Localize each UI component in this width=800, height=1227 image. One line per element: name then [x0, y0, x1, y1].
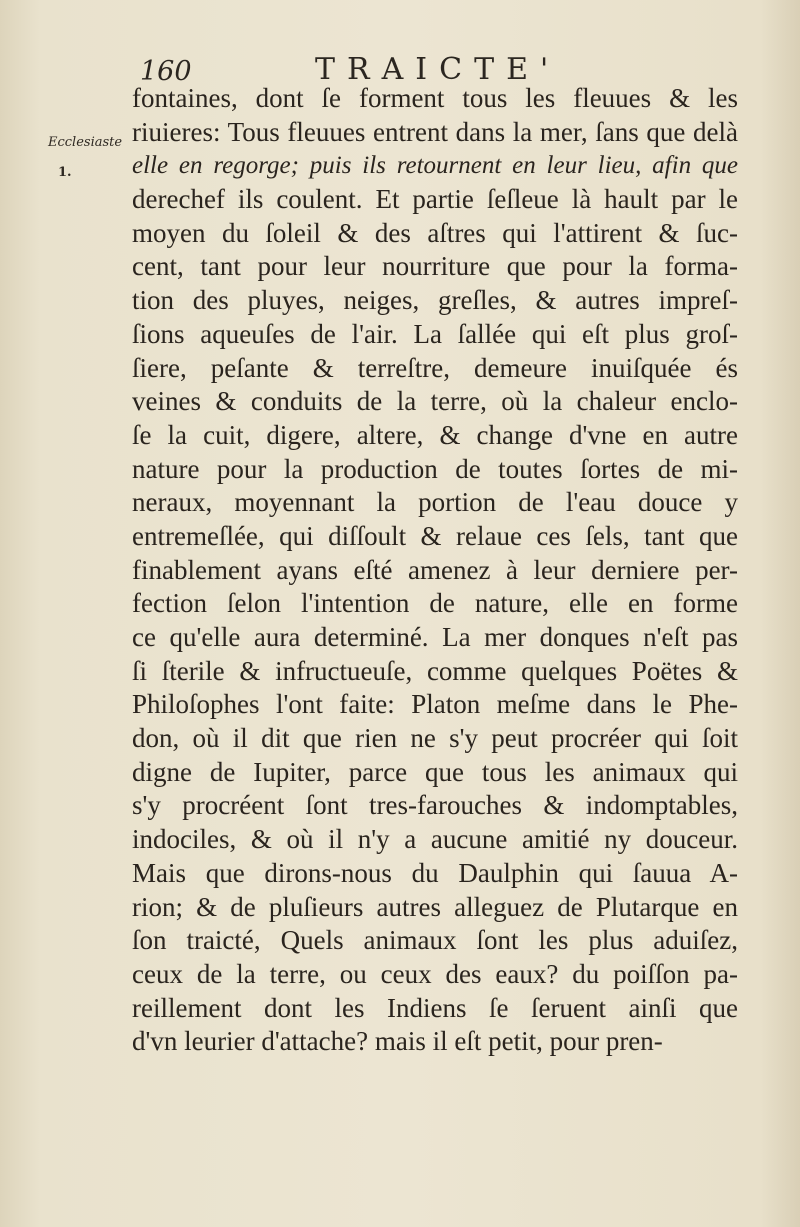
text-line: don, où il dit que rien ne s'y peut procréer qui ſoit: [132, 723, 738, 754]
text-line: s'y procréent ſont tres-farouches & indomptables,: [132, 790, 738, 821]
body-text: [132, 82, 738, 1059]
text-line: neraux, moyennant la portion de l'eau douce y: [132, 487, 738, 518]
text-line: indociles, & où il n'y a aucune amitié ny douceur.: [132, 824, 738, 855]
running-title: TRAICTE': [315, 52, 561, 87]
text-line: ſi ſterile & infructueuſe, comme quelques Poëtes &: [132, 655, 738, 686]
text-line: Philoſophes l'ont faite: Platon meſme dans le Phe-: [132, 689, 738, 720]
text-line: veines & conduits de la terre, où la chaleur enclo-: [132, 386, 738, 417]
text-line: d'vn leurier d'attache? mais il eſt petit, pour pren-: [132, 1026, 663, 1057]
text-line: entremeſlée, qui diſſoult & relaue ces ſels, tant que: [132, 520, 738, 551]
text-line: ſon traicté, Quels animaux ſont les plus aduiſez,: [132, 925, 738, 956]
text-line: rion; & de pluſieurs autres alleguez de Plutarque en: [132, 891, 738, 922]
text-line: Mais que dirons-nous du Daulphin qui ſauua A-: [132, 857, 738, 888]
margin-reference: Ecclesiaste: [48, 135, 123, 150]
text-line: ſe la cuit, digere, altere, & change d'vne en autre: [132, 419, 738, 450]
text-line: fection ſelon l'intention de nature, elle en forme: [132, 588, 738, 619]
text-line: fontaines, dont ſe forment tous les fleuues & les: [132, 83, 738, 113]
text-line: ceux de la terre, ou ceux des eaux? du poiſſon pa-: [132, 958, 738, 989]
text-line: riuieres: Tous fleuues entrent dans la mer, ſans que delà: [132, 116, 738, 147]
page-number: 160: [140, 56, 192, 87]
text-line: nature pour la production de toutes ſortes de mi-: [132, 453, 738, 484]
text-line: tion des pluyes, neiges, greſles, & autres impreſ-: [132, 285, 738, 316]
text-line: ſiere, peſante & terreſtre, demeure inuiſquée és: [132, 352, 738, 383]
text-line: ce qu'elle aura determiné. La mer donques n'eſt pas: [132, 622, 738, 652]
text-line: ſions aqueuſes de l'air. La ſallée qui eſt plus groſ-: [132, 318, 738, 349]
text-line: derechef ils coulent. Et partie ſeſleue là hault par le: [132, 184, 738, 215]
margin-reference-number: 1.: [58, 165, 72, 180]
text-line: digne de Iupiter, parce que tous les animaux qui: [132, 756, 738, 787]
text-line: moyen du ſoleil & des aſtres qui l'attirent & ſuc-: [132, 217, 738, 248]
text-line: cent, tant pour leur nourriture que pour la forma-: [132, 251, 738, 282]
text-line: reillement dont les Indiens ſe ſeruent ainſi que: [132, 992, 738, 1023]
text-line: finablement ayans eſté amenez à leur derniere per-: [132, 554, 738, 585]
text-line: elle en regorge; puis ils retournent en leur lieu, afin que: [132, 152, 738, 180]
